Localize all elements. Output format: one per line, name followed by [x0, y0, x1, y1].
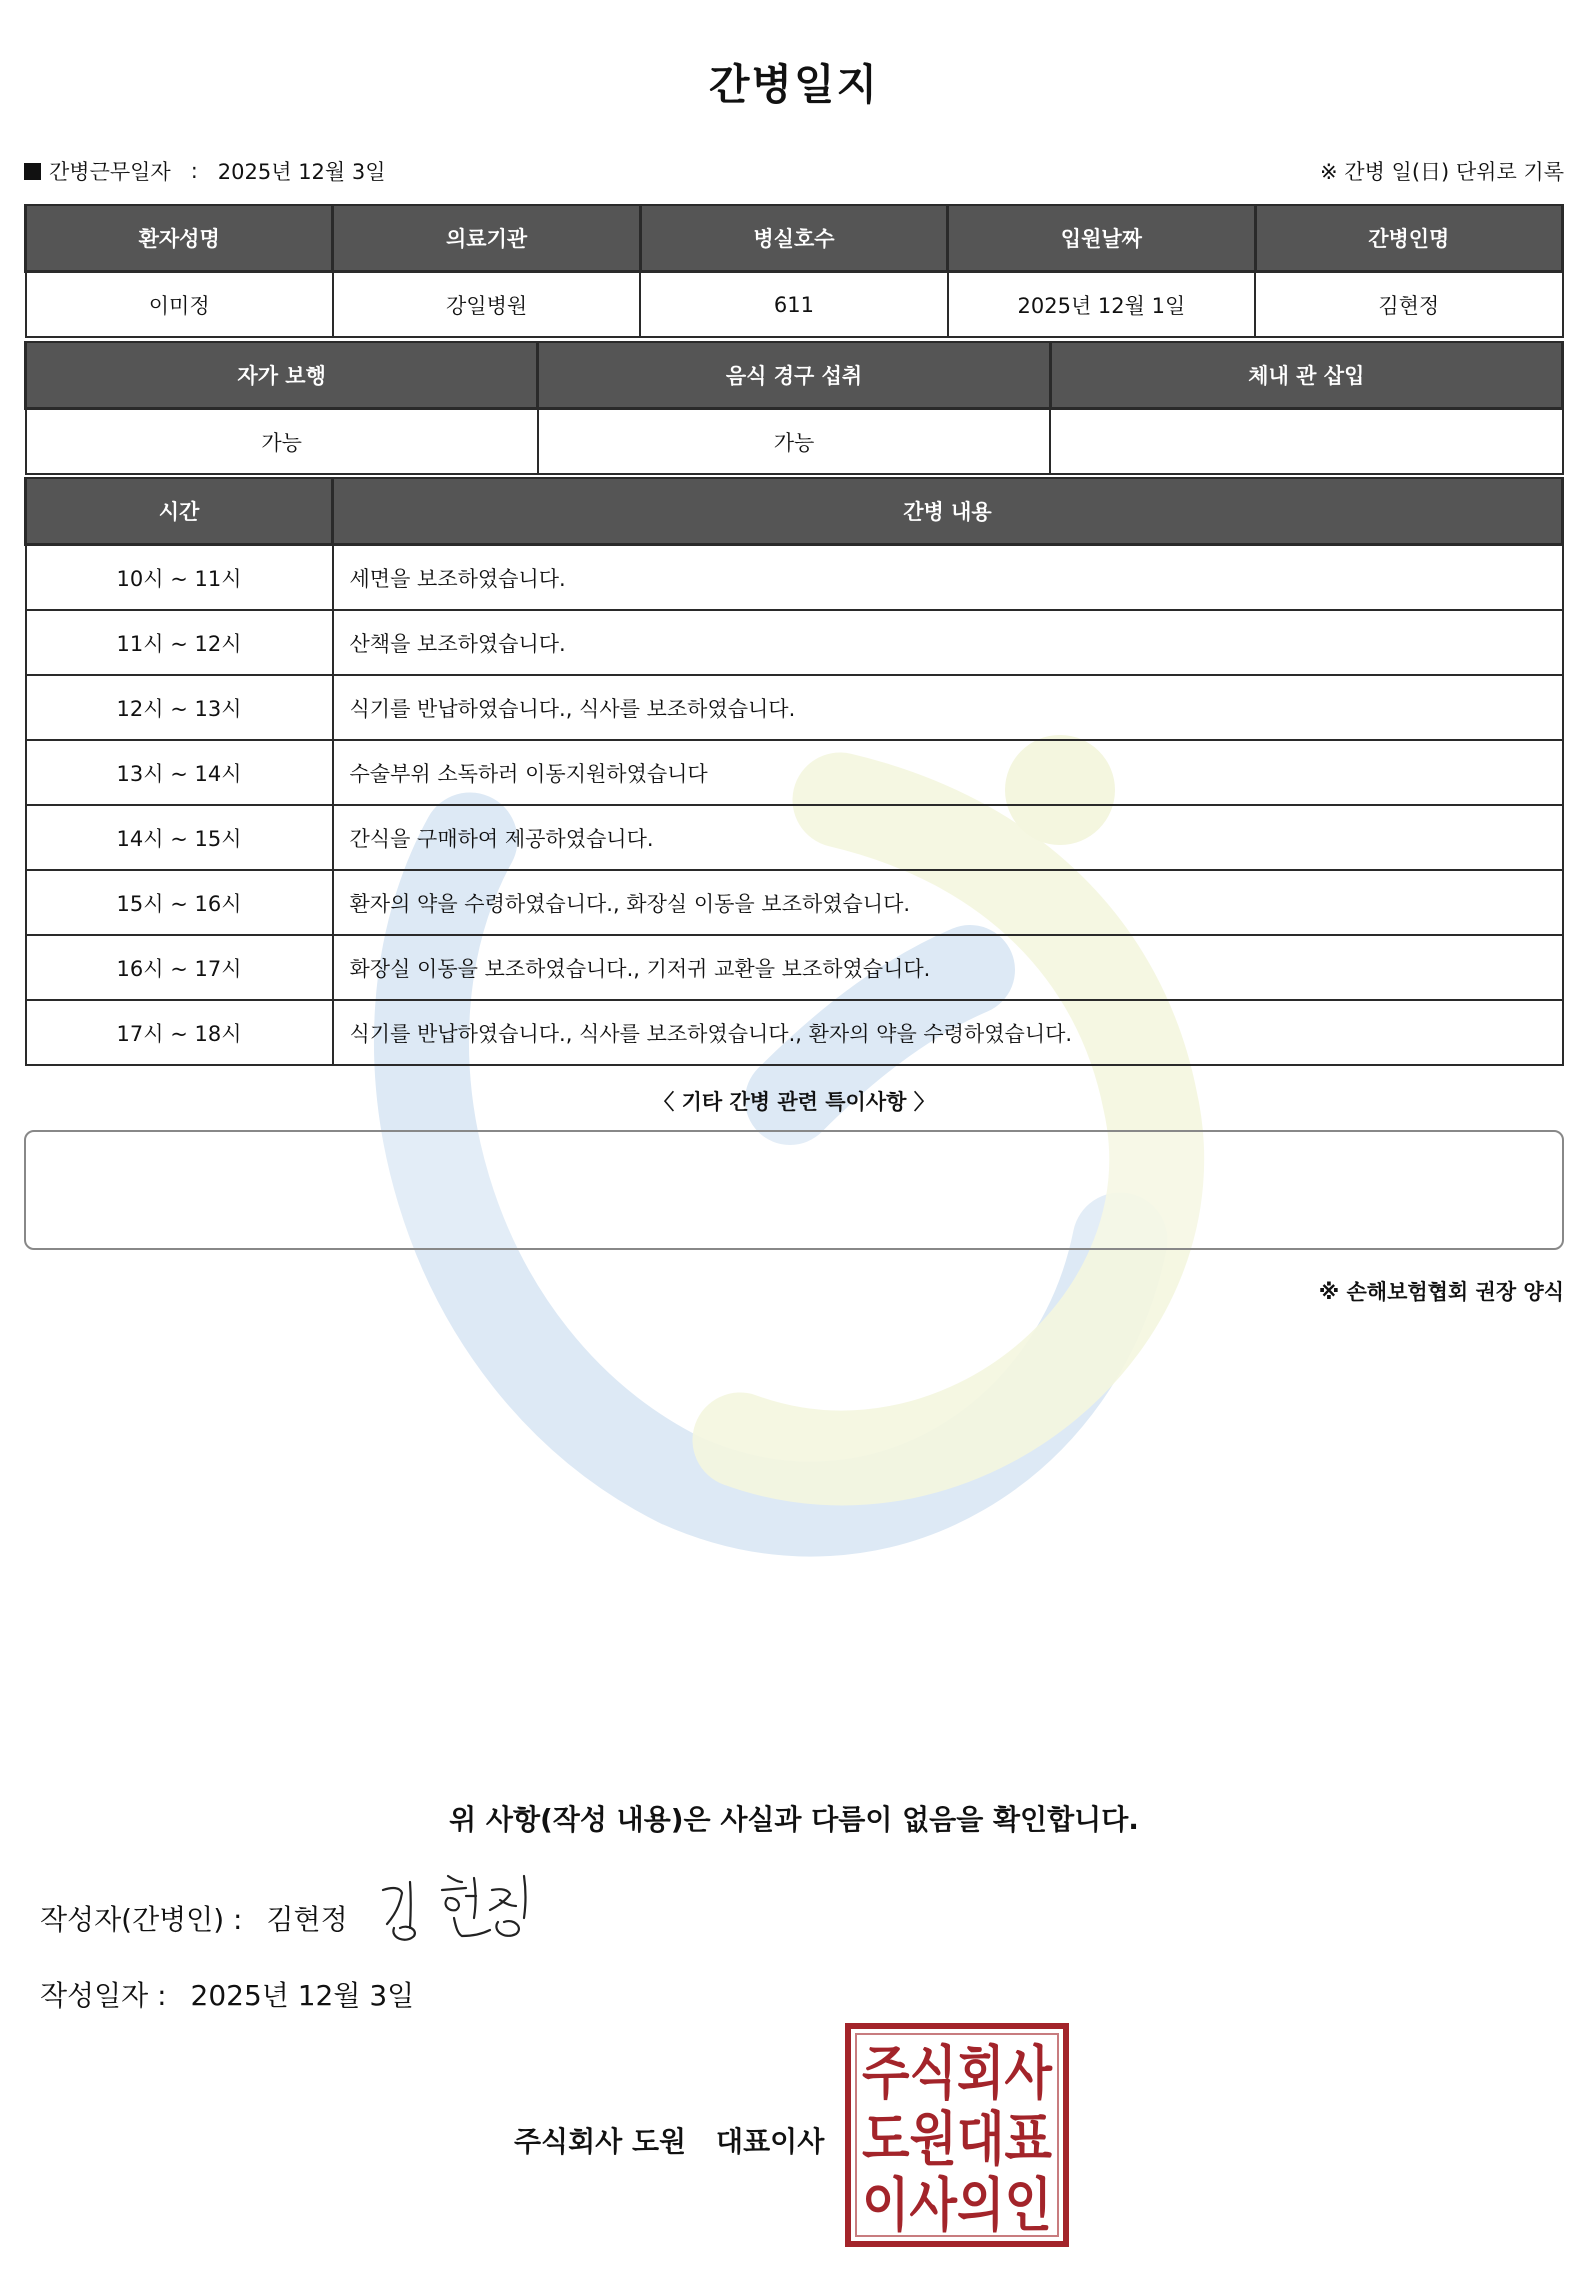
header-self-walking: 자가 보행	[26, 342, 538, 409]
table-row	[26, 675, 1563, 740]
work-date-value: 2025년 12월 3일	[217, 160, 386, 184]
log-time: 17시 ~ 18시	[26, 1000, 333, 1065]
header-caregiver-name: 간병인명	[1255, 205, 1562, 272]
oral-intake-value: 가능	[538, 409, 1050, 475]
company-seal	[845, 2023, 1069, 2247]
table-row	[26, 545, 1563, 611]
work-date	[24, 156, 386, 186]
patient-info-table	[24, 204, 1564, 338]
seal-line-1: 주식회사	[862, 2039, 1053, 2107]
log-content: 수술부위 소독하러 이동지원하였습니다	[333, 740, 1563, 805]
header-care-content: 간병 내용	[333, 478, 1563, 545]
writer-name: 김현정	[266, 1903, 348, 1936]
self-walking-value: 가능	[26, 409, 538, 475]
seal-line-2: 도원대표	[862, 2105, 1052, 2173]
company-representative-title: 대표이사	[716, 2125, 825, 2158]
log-content: 식기를 반납하였습니다., 식사를 보조하였습니다.	[333, 675, 1563, 740]
tube-insertion-value	[1050, 409, 1562, 475]
log-content: 세면을 보조하였습니다.	[333, 545, 1563, 611]
header-admission-date: 입원날짜	[948, 205, 1255, 272]
company-line	[514, 2120, 824, 2160]
written-date-label: 작성일자 :	[40, 1979, 167, 2012]
handwritten-signature	[378, 1868, 548, 1948]
written-date-value: 2025년 12월 3일	[190, 1979, 415, 2012]
header-oral-intake: 음식 경구 섭취	[538, 342, 1050, 409]
log-content: 화장실 이동을 보조하였습니다., 기저귀 교환을 보조하였습니다.	[333, 935, 1563, 1000]
square-bullet-icon	[24, 163, 41, 180]
header-room-number: 병실호수	[640, 205, 947, 272]
admission-date-value: 2025년 12월 1일	[948, 272, 1255, 338]
care-log-table	[24, 477, 1564, 1066]
log-time: 10시 ~ 11시	[26, 545, 333, 611]
hospital-value: 강일병원	[333, 272, 640, 338]
patient-info-header-row	[26, 205, 1563, 272]
status-header-row	[26, 342, 1563, 409]
log-content: 간식을 구매하여 제공하였습니다.	[333, 805, 1563, 870]
company-name: 주식회사 도원	[514, 2125, 687, 2158]
log-time: 13시 ~ 14시	[26, 740, 333, 805]
form-footnote: ※ 손해보험협회 권장 양식	[1318, 1280, 1564, 1304]
special-notes-box	[24, 1130, 1564, 1250]
table-row	[26, 740, 1563, 805]
table-row	[26, 935, 1563, 1000]
work-date-separator: :	[190, 159, 198, 183]
room-number-value: 611	[640, 272, 947, 338]
patient-info-value-row	[26, 272, 1563, 338]
writer-label: 작성자(간병인) :	[40, 1903, 243, 1936]
header-patient-name: 환자성명	[26, 205, 333, 272]
status-value-row	[26, 409, 1563, 475]
work-date-label: 간병근무일자	[49, 160, 171, 184]
table-row	[26, 1000, 1563, 1065]
writer-line	[40, 1898, 348, 1938]
special-notes-title: 〈 기타 간병 관련 특이사항 〉	[653, 1090, 935, 1114]
header-time: 시간	[26, 478, 333, 545]
log-time: 11시 ~ 12시	[26, 610, 333, 675]
log-content: 환자의 약을 수령하였습니다., 화장실 이동을 보조하였습니다.	[333, 870, 1563, 935]
patient-status-table	[24, 341, 1564, 475]
log-time: 16시 ~ 17시	[26, 935, 333, 1000]
seal-line-3: 이사의인	[862, 2171, 1052, 2239]
header-hospital: 의료기관	[333, 205, 640, 272]
log-content: 식기를 반납하였습니다., 식사를 보조하였습니다., 환자의 약을 수령하였습니다.	[333, 1000, 1563, 1065]
table-row	[26, 610, 1563, 675]
caregiver-name-value: 김현정	[1255, 272, 1562, 338]
table-row	[26, 870, 1563, 935]
log-time: 12시 ~ 13시	[26, 675, 333, 740]
table-row	[26, 805, 1563, 870]
patient-name-value: 이미정	[26, 272, 333, 338]
log-time: 14시 ~ 15시	[26, 805, 333, 870]
unit-note: ※ 간병 일(日) 단위로 기록	[1320, 160, 1564, 184]
meta-row	[24, 156, 1564, 186]
log-content: 산책을 보조하였습니다.	[333, 610, 1563, 675]
header-tube-insertion: 체내 관 삽입	[1050, 342, 1562, 409]
care-log-header-row	[26, 478, 1563, 545]
confirmation-statement: 위 사항(작성 내용)은 사실과 다름이 없음을 확인합니다.	[449, 1803, 1139, 1836]
written-date-line	[40, 1974, 414, 2014]
document-title: 간병일지	[708, 60, 880, 109]
log-time: 15시 ~ 16시	[26, 870, 333, 935]
